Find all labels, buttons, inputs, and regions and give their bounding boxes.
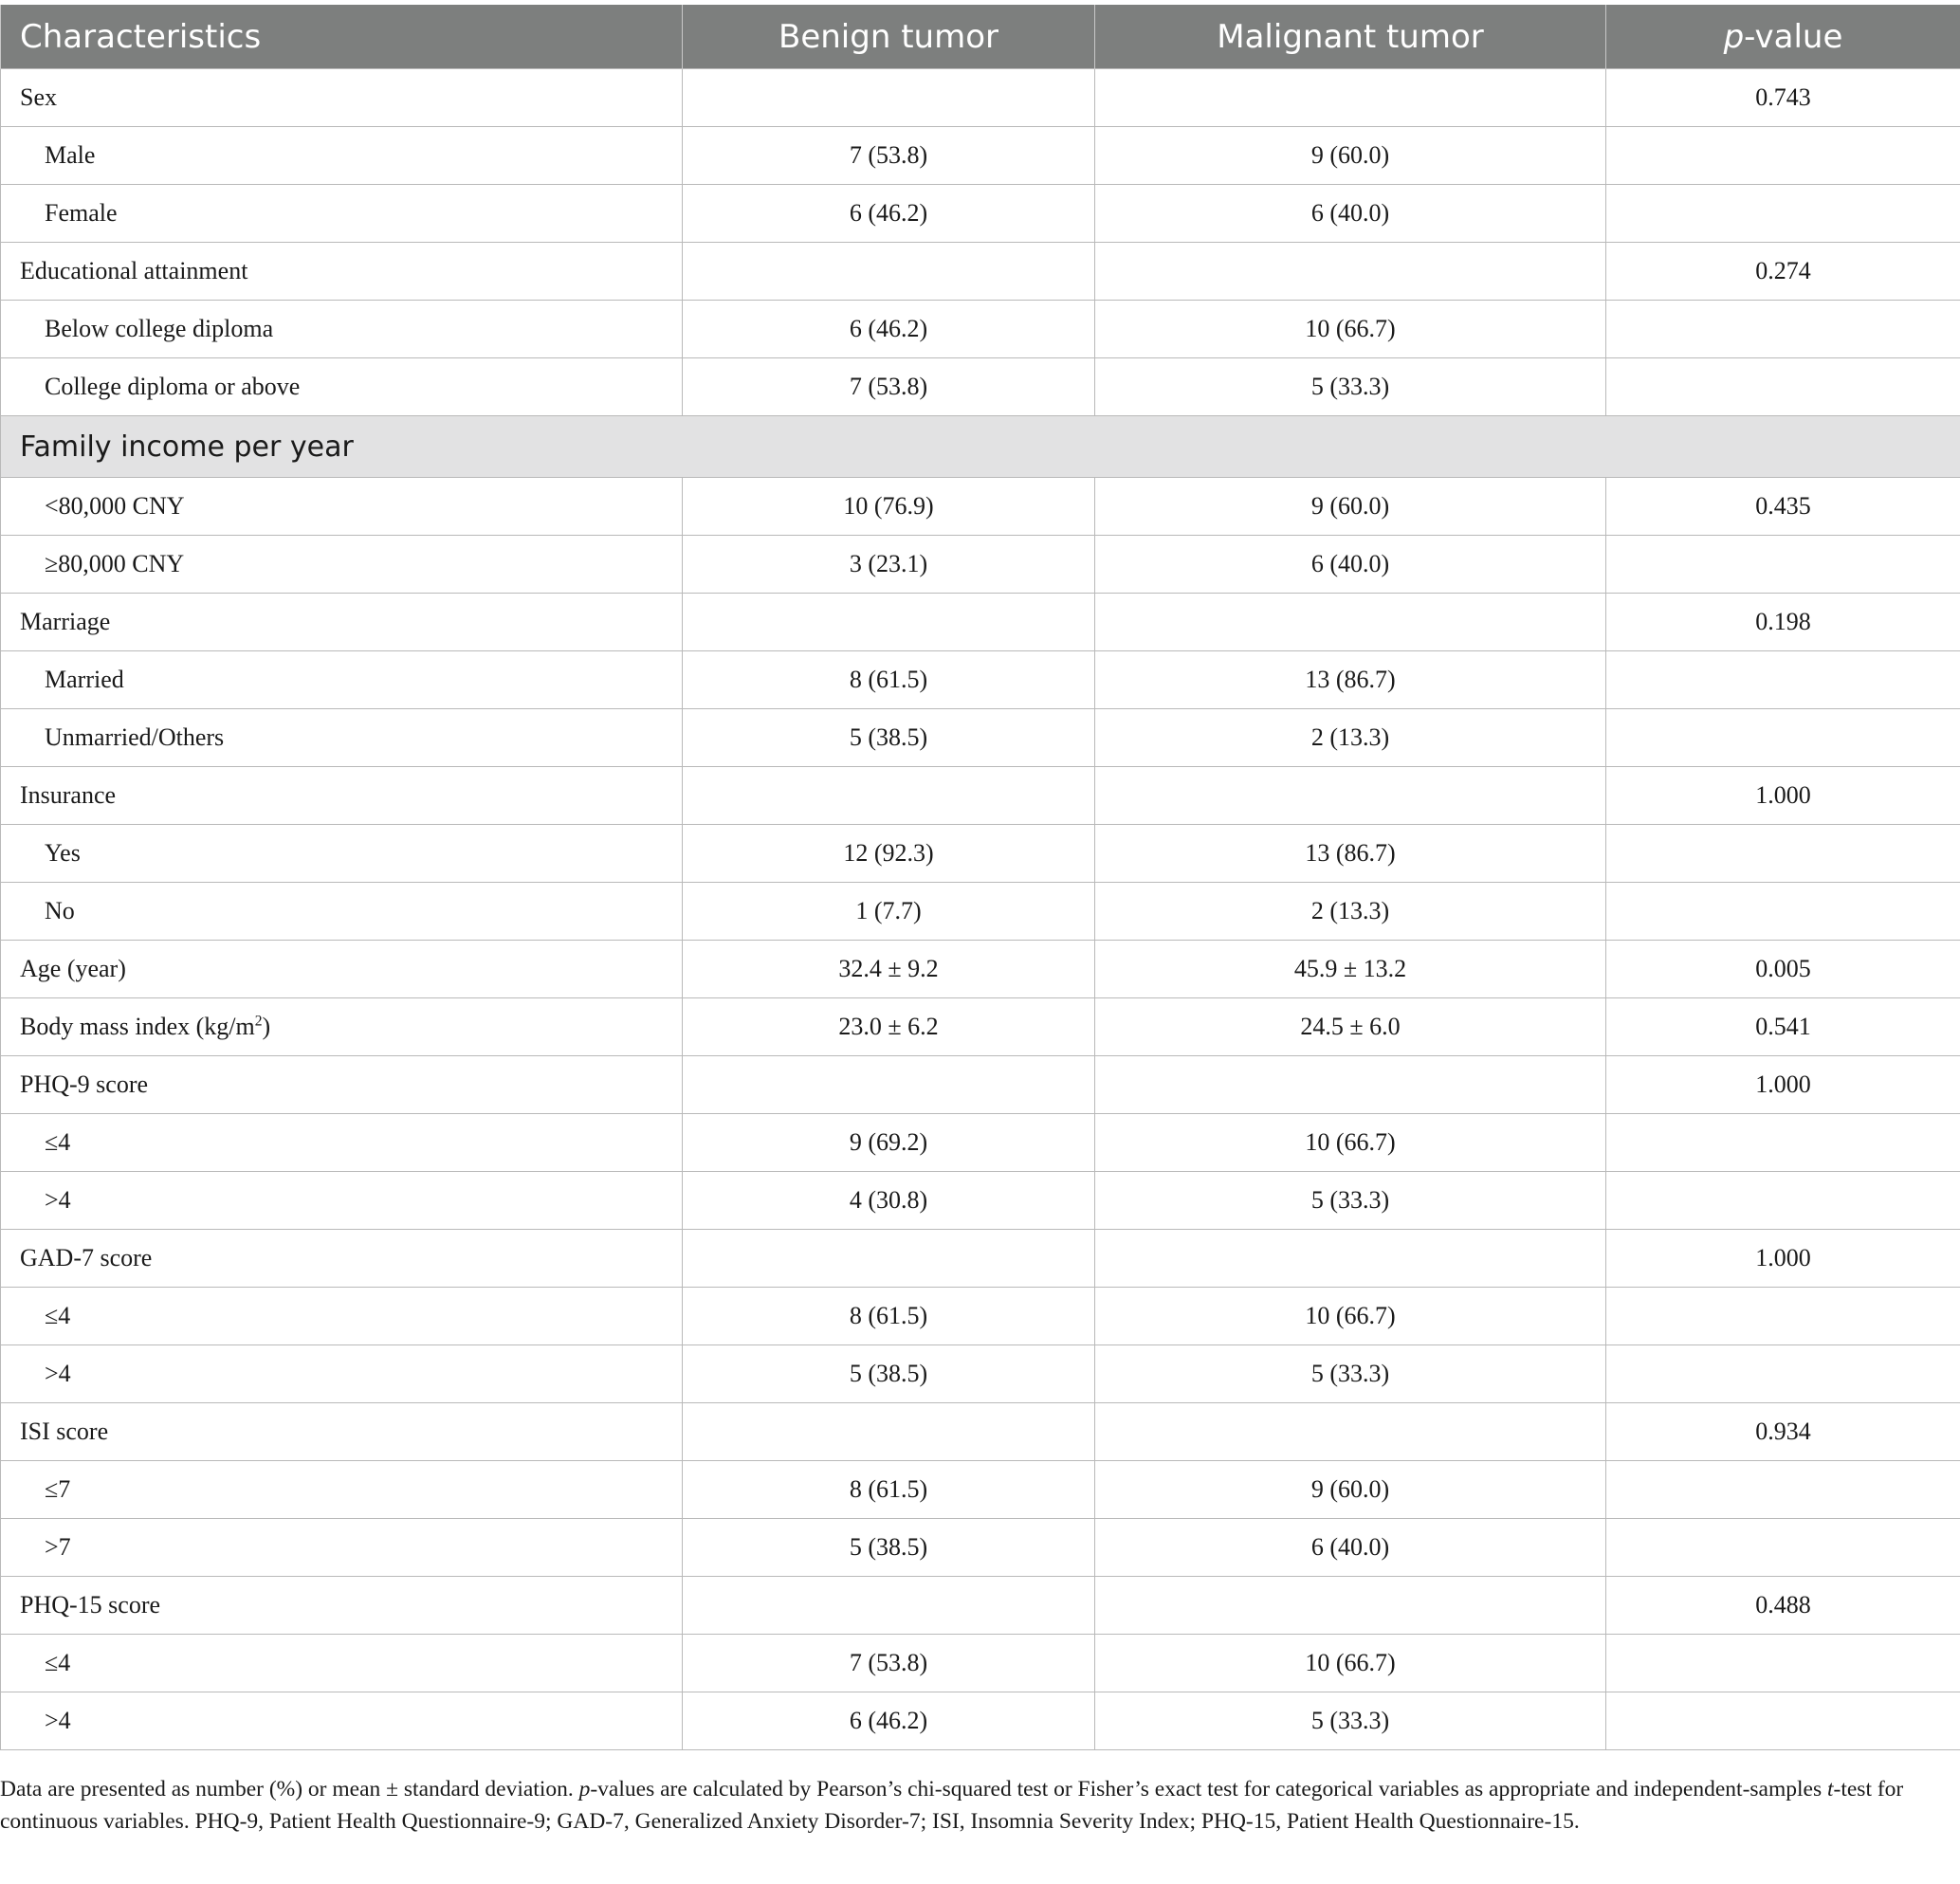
row-label: GAD-7 score [1, 1230, 683, 1288]
malignant-cell [1095, 69, 1606, 127]
p-value-cell [1606, 1461, 1960, 1519]
p-value-cell [1606, 1635, 1960, 1692]
p-value-cell: 1.000 [1606, 767, 1960, 825]
malignant-cell: 6 (40.0) [1095, 185, 1606, 243]
table-row [1, 941, 1960, 998]
benign-cell: 32.4 ± 9.2 [683, 941, 1095, 998]
row-label: >4 [1, 1172, 683, 1230]
malignant-cell: 2 (13.3) [1095, 883, 1606, 941]
row-label: >4 [1, 1692, 683, 1750]
benign-cell: 7 (53.8) [683, 127, 1095, 185]
table-row [1, 69, 1960, 127]
row-label-text: ) [262, 1013, 271, 1040]
malignant-cell [1095, 1056, 1606, 1114]
benign-cell [683, 594, 1095, 651]
malignant-cell [1095, 243, 1606, 301]
footnote-italic-p: p [578, 1777, 591, 1802]
benign-cell: 7 (53.8) [683, 1635, 1095, 1692]
row-label [1, 998, 683, 1056]
table-row [1, 1577, 1960, 1635]
malignant-cell: 24.5 ± 6.0 [1095, 998, 1606, 1056]
table-row [1, 536, 1960, 594]
benign-cell [683, 1056, 1095, 1114]
malignant-cell [1095, 1577, 1606, 1635]
benign-cell: 8 (61.5) [683, 1461, 1095, 1519]
benign-cell: 23.0 ± 6.2 [683, 998, 1095, 1056]
benign-cell: 3 (23.1) [683, 536, 1095, 594]
benign-cell: 12 (92.3) [683, 825, 1095, 883]
benign-cell: 5 (38.5) [683, 709, 1095, 767]
table-row [1, 1692, 1960, 1750]
row-label: <80,000 CNY [1, 478, 683, 536]
table-row [1, 767, 1960, 825]
table-row [1, 243, 1960, 301]
malignant-cell: 5 (33.3) [1095, 1345, 1606, 1403]
malignant-cell [1095, 767, 1606, 825]
table-row [1, 1056, 1960, 1114]
benign-cell: 6 (46.2) [683, 301, 1095, 358]
superscript: 2 [254, 1013, 263, 1030]
table-row [1, 301, 1960, 358]
p-value-cell [1606, 1172, 1960, 1230]
p-value-cell [1606, 1288, 1960, 1345]
benign-cell: 4 (30.8) [683, 1172, 1095, 1230]
row-label: ≤4 [1, 1114, 683, 1172]
p-value-cell: 1.000 [1606, 1230, 1960, 1288]
malignant-cell: 13 (86.7) [1095, 825, 1606, 883]
benign-cell [683, 1577, 1095, 1635]
benign-cell: 10 (76.9) [683, 478, 1095, 536]
footnote-italic-t: t [1826, 1777, 1834, 1802]
row-label: ≤4 [1, 1635, 683, 1692]
p-value-cell: 0.934 [1606, 1403, 1960, 1461]
row-label: ≤7 [1, 1461, 683, 1519]
malignant-cell: 45.9 ± 13.2 [1095, 941, 1606, 998]
benign-cell [683, 1403, 1095, 1461]
p-value-cell: 0.005 [1606, 941, 1960, 998]
table-row [1, 825, 1960, 883]
column-header-p-value: p-value [1606, 5, 1960, 69]
table-row [1, 478, 1960, 536]
benign-cell [683, 243, 1095, 301]
table-body [1, 69, 1960, 1750]
malignant-cell [1095, 1403, 1606, 1461]
malignant-cell: 9 (60.0) [1095, 1461, 1606, 1519]
benign-cell [683, 1230, 1095, 1288]
p-value-cell [1606, 536, 1960, 594]
p-value-cell [1606, 1519, 1960, 1577]
p-value-cell: 0.435 [1606, 478, 1960, 536]
benign-cell [683, 69, 1095, 127]
benign-cell: 8 (61.5) [683, 1288, 1095, 1345]
table-row [1, 1635, 1960, 1692]
row-label: Educational attainment [1, 243, 683, 301]
table-row [1, 883, 1960, 941]
table-row [1, 651, 1960, 709]
column-header-characteristics: Characteristics [1, 5, 683, 69]
malignant-cell: 6 (40.0) [1095, 536, 1606, 594]
malignant-cell: 10 (66.7) [1095, 301, 1606, 358]
malignant-cell: 5 (33.3) [1095, 1692, 1606, 1750]
malignant-cell: 10 (66.7) [1095, 1114, 1606, 1172]
table-row [1, 1519, 1960, 1577]
malignant-cell: 9 (60.0) [1095, 478, 1606, 536]
row-label: >7 [1, 1519, 683, 1577]
p-italic: p [1723, 17, 1745, 56]
malignant-cell: 5 (33.3) [1095, 358, 1606, 416]
row-label: Sex [1, 69, 683, 127]
row-label: PHQ-15 score [1, 1577, 683, 1635]
table-row [1, 594, 1960, 651]
p-value-cell: 1.000 [1606, 1056, 1960, 1114]
row-label: Unmarried/Others [1, 709, 683, 767]
row-label: Below college diploma [1, 301, 683, 358]
table-row [1, 1461, 1960, 1519]
row-label: Age (year) [1, 941, 683, 998]
table-row [1, 358, 1960, 416]
benign-cell: 5 (38.5) [683, 1345, 1095, 1403]
table-row [1, 1345, 1960, 1403]
p-value-cell: 0.743 [1606, 69, 1960, 127]
row-label: Female [1, 185, 683, 243]
p-value-cell [1606, 709, 1960, 767]
footnote-text: Data are presented as number (%) or mean ± standard deviation. [0, 1777, 579, 1802]
row-label: No [1, 883, 683, 941]
benign-cell: 1 (7.7) [683, 883, 1095, 941]
malignant-cell: 13 (86.7) [1095, 651, 1606, 709]
p-value-cell [1606, 883, 1960, 941]
characteristics-table [0, 5, 1960, 1750]
malignant-cell: 6 (40.0) [1095, 1519, 1606, 1577]
p-value-cell [1606, 358, 1960, 416]
section-row [1, 416, 1960, 478]
p-value-cell: 0.541 [1606, 998, 1960, 1056]
malignant-cell: 5 (33.3) [1095, 1172, 1606, 1230]
table-row [1, 709, 1960, 767]
p-value-cell [1606, 1114, 1960, 1172]
column-header-benign-tumor: Benign tumor [683, 5, 1095, 69]
row-label: Male [1, 127, 683, 185]
table-row [1, 1114, 1960, 1172]
table-row [1, 1230, 1960, 1288]
row-label: Marriage [1, 594, 683, 651]
p-value-cell [1606, 127, 1960, 185]
p-value-cell: 0.274 [1606, 243, 1960, 301]
p-value-cell [1606, 1345, 1960, 1403]
benign-cell: 7 (53.8) [683, 358, 1095, 416]
table-header-row [1, 5, 1960, 69]
row-label: College diploma or above [1, 358, 683, 416]
row-label: ISI score [1, 1403, 683, 1461]
p-value-cell [1606, 1692, 1960, 1750]
benign-cell: 6 (46.2) [683, 185, 1095, 243]
footnote-text: -test for continuous variables. PHQ-9, Patient Health Questionnaire-9; GAD-7, Generalized Anxiety Disorder-7; ISI, Insomnia Severity Index; PHQ-15, Patient Health Questionnaire-15. [0, 1777, 1904, 1834]
row-label: Yes [1, 825, 683, 883]
benign-cell [683, 767, 1095, 825]
p-value-cell [1606, 185, 1960, 243]
column-header-malignant-tumor: Malignant tumor [1095, 5, 1606, 69]
row-label: >4 [1, 1345, 683, 1403]
table-row [1, 185, 1960, 243]
table-footnote [0, 1773, 1944, 1838]
footnote-text: -values are calculated by Pearson’s chi-squared test or Fisher’s exact test for categorical variables as appropriate and independent-samples [590, 1777, 1827, 1802]
table-row [1, 127, 1960, 185]
row-label-text: Body mass index (kg/m [20, 1013, 255, 1040]
row-label: Insurance [1, 767, 683, 825]
table-row [1, 1403, 1960, 1461]
p-value-cell [1606, 825, 1960, 883]
benign-cell: 9 (69.2) [683, 1114, 1095, 1172]
benign-cell: 8 (61.5) [683, 651, 1095, 709]
section-label: Family income per year [1, 416, 1960, 478]
table-row [1, 998, 1960, 1056]
row-label: PHQ-9 score [1, 1056, 683, 1114]
malignant-cell: 10 (66.7) [1095, 1288, 1606, 1345]
benign-cell: 6 (46.2) [683, 1692, 1095, 1750]
benign-cell: 5 (38.5) [683, 1519, 1095, 1577]
malignant-cell: 9 (60.0) [1095, 127, 1606, 185]
row-label: Married [1, 651, 683, 709]
p-value-cell [1606, 651, 1960, 709]
malignant-cell [1095, 1230, 1606, 1288]
malignant-cell [1095, 594, 1606, 651]
row-label: ≤4 [1, 1288, 683, 1345]
p-value-cell: 0.488 [1606, 1577, 1960, 1635]
row-label: ≥80,000 CNY [1, 536, 683, 594]
p-value-cell [1606, 301, 1960, 358]
p-value-cell: 0.198 [1606, 594, 1960, 651]
malignant-cell: 2 (13.3) [1095, 709, 1606, 767]
malignant-cell: 10 (66.7) [1095, 1635, 1606, 1692]
table-row [1, 1172, 1960, 1230]
table-row [1, 1288, 1960, 1345]
